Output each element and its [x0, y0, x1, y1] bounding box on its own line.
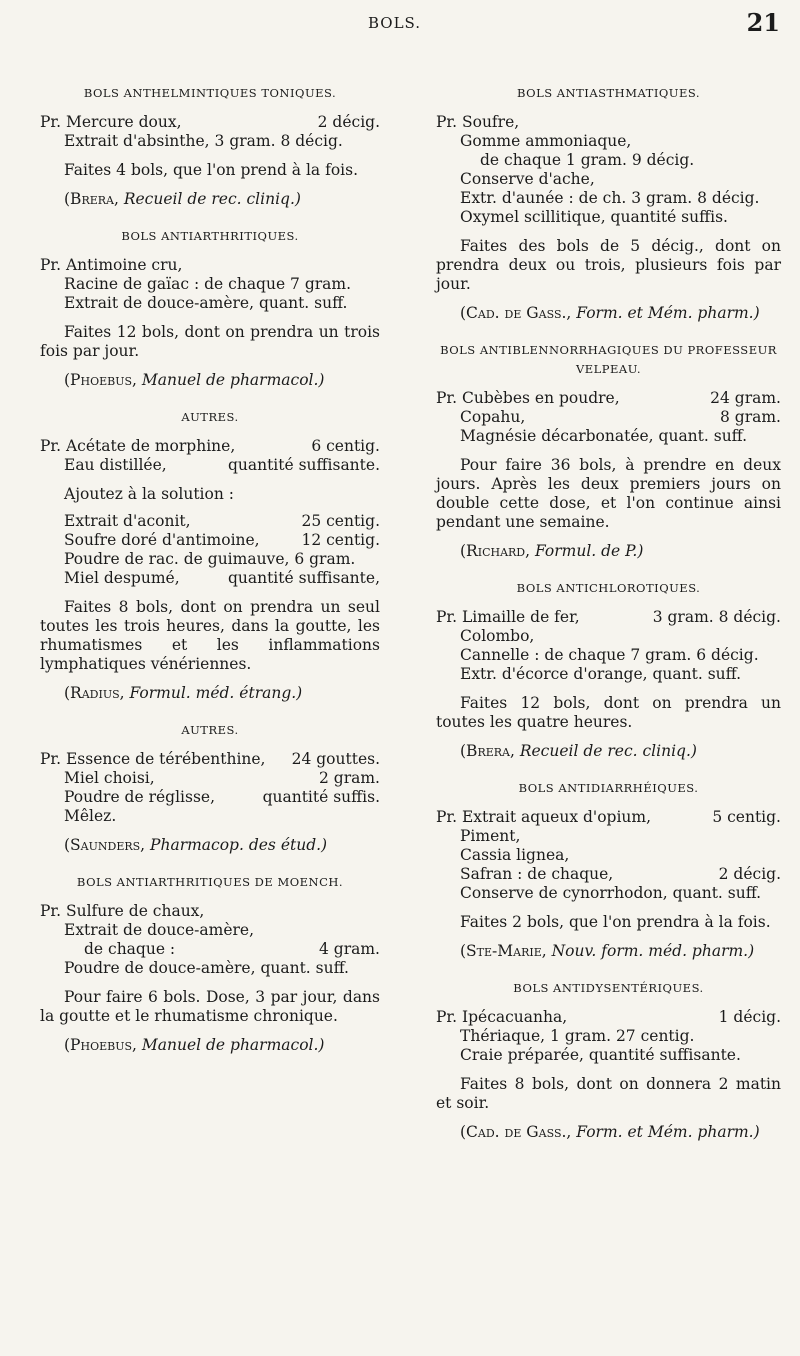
ingredient-dose: quantité suffisante.	[227, 456, 380, 474]
ingredient-dose: quantité suffis.	[262, 788, 380, 806]
source-citation	[436, 742, 781, 761]
ingredient-line	[40, 113, 380, 132]
ingredient-line: Pr. Sulfure de chaux,	[40, 902, 205, 920]
ingredient-dose: 4 gram.	[319, 940, 380, 958]
ingredient-dose: 24 gouttes.	[291, 750, 380, 768]
source-citation	[40, 371, 380, 390]
ingredient-line: Extrait de douce-amère, quant. suff.	[64, 294, 348, 312]
ingredient-line: Pr. Soufre,	[436, 113, 520, 131]
ingredient-line: Magnésie décarbonatée, quant. suff.	[460, 427, 748, 445]
ingredient-line: Piment,	[460, 827, 521, 845]
citation-title: Nouv. form. méd. pharm.)	[551, 942, 755, 960]
section-heading: BOLS ANTHELMINTIQUES TONIQUES.	[83, 86, 337, 100]
ingredient-name: Copahu,	[460, 408, 526, 426]
ingredient-name: Poudre de réglisse,	[64, 788, 215, 806]
citation-author: (Richard,	[460, 542, 531, 560]
ingredient-line	[436, 408, 781, 427]
ingredient-line: Cannelle : de chaque 7 gram. 6 décig.	[460, 646, 759, 664]
ingredient-line: Poudre de rac. de guimauve, 6 gram.	[64, 550, 356, 568]
recipe-autres-2	[40, 721, 380, 855]
ingredient-dose: 5 centig.	[712, 808, 781, 826]
ingredient-line: Conserve d'ache,	[460, 170, 595, 188]
recipe-antiarthritiques	[40, 227, 380, 390]
section-heading: AUTRES.	[181, 723, 239, 737]
ingredient-line: Craie préparée, quantité suffisante.	[460, 1046, 741, 1064]
citation-title: Form. et Mém. pharm.)	[576, 1123, 760, 1141]
ingredient-line	[436, 608, 781, 627]
ingredient-line: Poudre de douce-amère, quant. suff.	[64, 959, 349, 977]
citation-title: Formul. de P.)	[534, 542, 644, 560]
section-heading: BOLS ANTICHLOROTIQUES.	[516, 581, 701, 595]
ingredient-line	[40, 512, 380, 531]
instructions: Pour faire 36 bols, à prendre en deux jours. Après les deux premiers jours on double cette dose, et l'on continue ainsi pendant une semaine.	[436, 456, 781, 531]
section-heading: BOLS ANTIASTHMATIQUES.	[516, 86, 701, 100]
ingredient-line: Pr. Antimoine cru,	[40, 256, 183, 274]
citation-author: (Ste-Marie,	[460, 942, 547, 960]
citation-title: Recueil de rec. cliniq.)	[519, 742, 697, 760]
recipe-antidysenteriques	[436, 979, 781, 1142]
ingredient-line: de chaque 1 gram. 9 décig.	[480, 151, 695, 169]
ingredient-dose: 2 décig.	[317, 113, 380, 131]
ingredient-line	[40, 788, 380, 807]
recipe-antiblennorrhagiques-velpeau	[436, 341, 781, 561]
instructions: Ajoutez à la solution :	[64, 485, 234, 503]
ingredient-dose: 6 centig.	[311, 437, 380, 455]
ingredient-name: Pr. Essence de térébenthine,	[40, 750, 266, 768]
ingredient-name: Pr. Cubèbes en poudre,	[436, 389, 620, 407]
ingredient-dose: 2 gram.	[319, 769, 380, 787]
ingredient-line: Thériaque, 1 gram. 27 centig.	[460, 1027, 695, 1045]
ingredient-name: Safran : de chaque,	[460, 865, 614, 883]
ingredient-line: Gomme ammoniaque,	[460, 132, 632, 150]
citation-author: (Saunders,	[64, 836, 146, 854]
citation-author: (Phoebus,	[64, 1036, 137, 1054]
ingredient-line: Racine de gaïac : de chaque 7 gram.	[64, 275, 352, 293]
ingredient-name: Miel choisi,	[64, 769, 155, 787]
citation-author: (Cad. de Gass.,	[460, 304, 572, 322]
citation-author: (Brera,	[64, 190, 119, 208]
ingredient-name: Eau distillée,	[64, 456, 167, 474]
ingredient-dose: 3 gram. 8 décig.	[652, 608, 781, 626]
source-citation	[436, 1123, 781, 1142]
instructions: Faites 8 bols, dont on donnera 2 matin et soir.	[436, 1075, 781, 1112]
recipe-anthelmintiques-toniques	[40, 84, 380, 209]
recipe-autres-1	[40, 408, 380, 703]
ingredient-name: Pr. Ipécacuanha,	[436, 1008, 568, 1026]
ingredient-name: Pr. Limaille de fer,	[436, 608, 580, 626]
ingredient-line: Extr. d'aunée : de ch. 3 gram. 8 décig.	[460, 189, 760, 207]
ingredient-name: Miel despumé,	[64, 569, 180, 587]
section-heading: BOLS ANTIDYSENTÉRIQUES.	[513, 981, 704, 995]
ingredient-line: Oxymel scillitique, quantité suffis.	[460, 208, 728, 226]
citation-title: Recueil de rec. cliniq.)	[123, 190, 301, 208]
ingredient-name: Pr. Mercure doux,	[40, 113, 182, 131]
instructions: Faites 12 bols, dont on prendra un trois fois par jour.	[40, 323, 380, 360]
section-heading: AUTRES.	[181, 410, 239, 424]
instructions: Pour faire 6 bols. Dose, 3 par jour, dans la goutte et le rhumatisme chronique.	[40, 988, 380, 1025]
citation-author: (Phoebus,	[64, 371, 137, 389]
ingredient-dose: 24 gram.	[710, 389, 781, 407]
ingredient-dose: 12 centig.	[301, 531, 380, 549]
ingredient-name: de chaque :	[84, 940, 176, 958]
source-citation	[40, 1036, 380, 1055]
recipe-antiasthmatiques	[436, 84, 781, 323]
ingredient-dose: 25 centig.	[301, 512, 380, 530]
ingredient-name: Pr. Acétate de morphine,	[40, 437, 236, 455]
ingredient-line: Cassia lignea,	[460, 846, 570, 864]
ingredient-line	[40, 456, 380, 475]
source-citation	[436, 942, 781, 961]
ingredient-dose: 8 gram.	[720, 408, 781, 426]
ingredient-dose: quantité suffisante,	[227, 569, 380, 587]
ingredient-line: Extrait d'absinthe, 3 gram. 8 décig.	[64, 132, 343, 150]
citation-author: (Radius,	[64, 684, 125, 702]
ingredient-line	[436, 1008, 781, 1027]
ingredient-line	[40, 569, 380, 588]
ingredient-line: Extrait de douce-amère,	[64, 921, 255, 939]
source-citation	[40, 836, 380, 855]
instructions: Faites des bols de 5 décig., dont on prendra deux ou trois, plusieurs fois par jour.	[436, 237, 781, 293]
instructions: Faites 8 bols, dont on prendra un seul toutes les trois heures, dans la goutte, les rhumatismes et les inflammations lymphatiques vénériennes.	[40, 598, 380, 673]
instructions: Faites 12 bols, dont on prendra un toutes les quatre heures.	[436, 694, 781, 731]
ingredient-line	[436, 389, 781, 408]
right-column	[436, 84, 781, 1148]
recipe-antichlorotiques	[436, 579, 781, 761]
left-column	[40, 84, 380, 1061]
ingredient-line	[40, 437, 380, 456]
ingredient-dose: 1 décig.	[718, 1008, 781, 1026]
recipe-antidiarrheiques	[436, 779, 781, 961]
section-heading: BOLS ANTIARTHRITIQUES.	[121, 229, 299, 243]
section-heading: BOLS ANTIARTHRITIQUES DE MOENCH.	[76, 875, 344, 889]
ingredient-line: Colombo,	[460, 627, 535, 645]
citation-title: Pharmacop. des étud.)	[150, 836, 328, 854]
ingredient-line	[40, 750, 380, 769]
citation-title: Manuel de pharmacol.)	[141, 1036, 325, 1054]
source-citation	[40, 684, 380, 703]
ingredient-name: Pr. Extrait aqueux d'opium,	[436, 808, 652, 826]
instructions: Faites 4 bols, que l'on prend à la fois.	[64, 161, 358, 179]
citation-title: Form. et Mém. pharm.)	[576, 304, 760, 322]
section-heading: BOLS ANTIBLENNORRHAGIQUES DU PROFESSEUR VELPEAU.	[440, 343, 777, 376]
source-citation	[436, 304, 781, 323]
ingredient-name: Extrait d'aconit,	[64, 512, 191, 530]
section-heading: BOLS ANTIDIARRHÉIQUES.	[518, 781, 699, 795]
citation-author: (Cad. de Gass.,	[460, 1123, 572, 1141]
citation-title: Manuel de pharmacol.)	[141, 371, 325, 389]
ingredient-line	[436, 865, 781, 884]
source-citation	[436, 542, 781, 561]
instructions: Faites 2 bols, que l'on prendra à la fois.	[460, 913, 771, 931]
ingredient-dose: 2 décig.	[718, 865, 781, 883]
ingredient-line: Extr. d'écorce d'orange, quant. suff.	[460, 665, 742, 683]
ingredient-line	[40, 940, 380, 959]
page-number: 21	[746, 8, 780, 37]
running-header: BOLS.	[368, 14, 422, 32]
ingredient-line	[40, 531, 380, 550]
ingredient-line	[436, 808, 781, 827]
citation-author: (Brera,	[460, 742, 515, 760]
source-citation	[40, 190, 380, 209]
ingredient-name: Soufre doré d'antimoine,	[64, 531, 260, 549]
ingredient-line: Mêlez.	[64, 807, 117, 825]
ingredient-line: Conserve de cynorrhodon, quant. suff.	[460, 884, 762, 902]
recipe-antiarthritiques-moench	[40, 873, 380, 1055]
citation-title: Formul. méd. étrang.)	[129, 684, 303, 702]
ingredient-line	[40, 769, 380, 788]
